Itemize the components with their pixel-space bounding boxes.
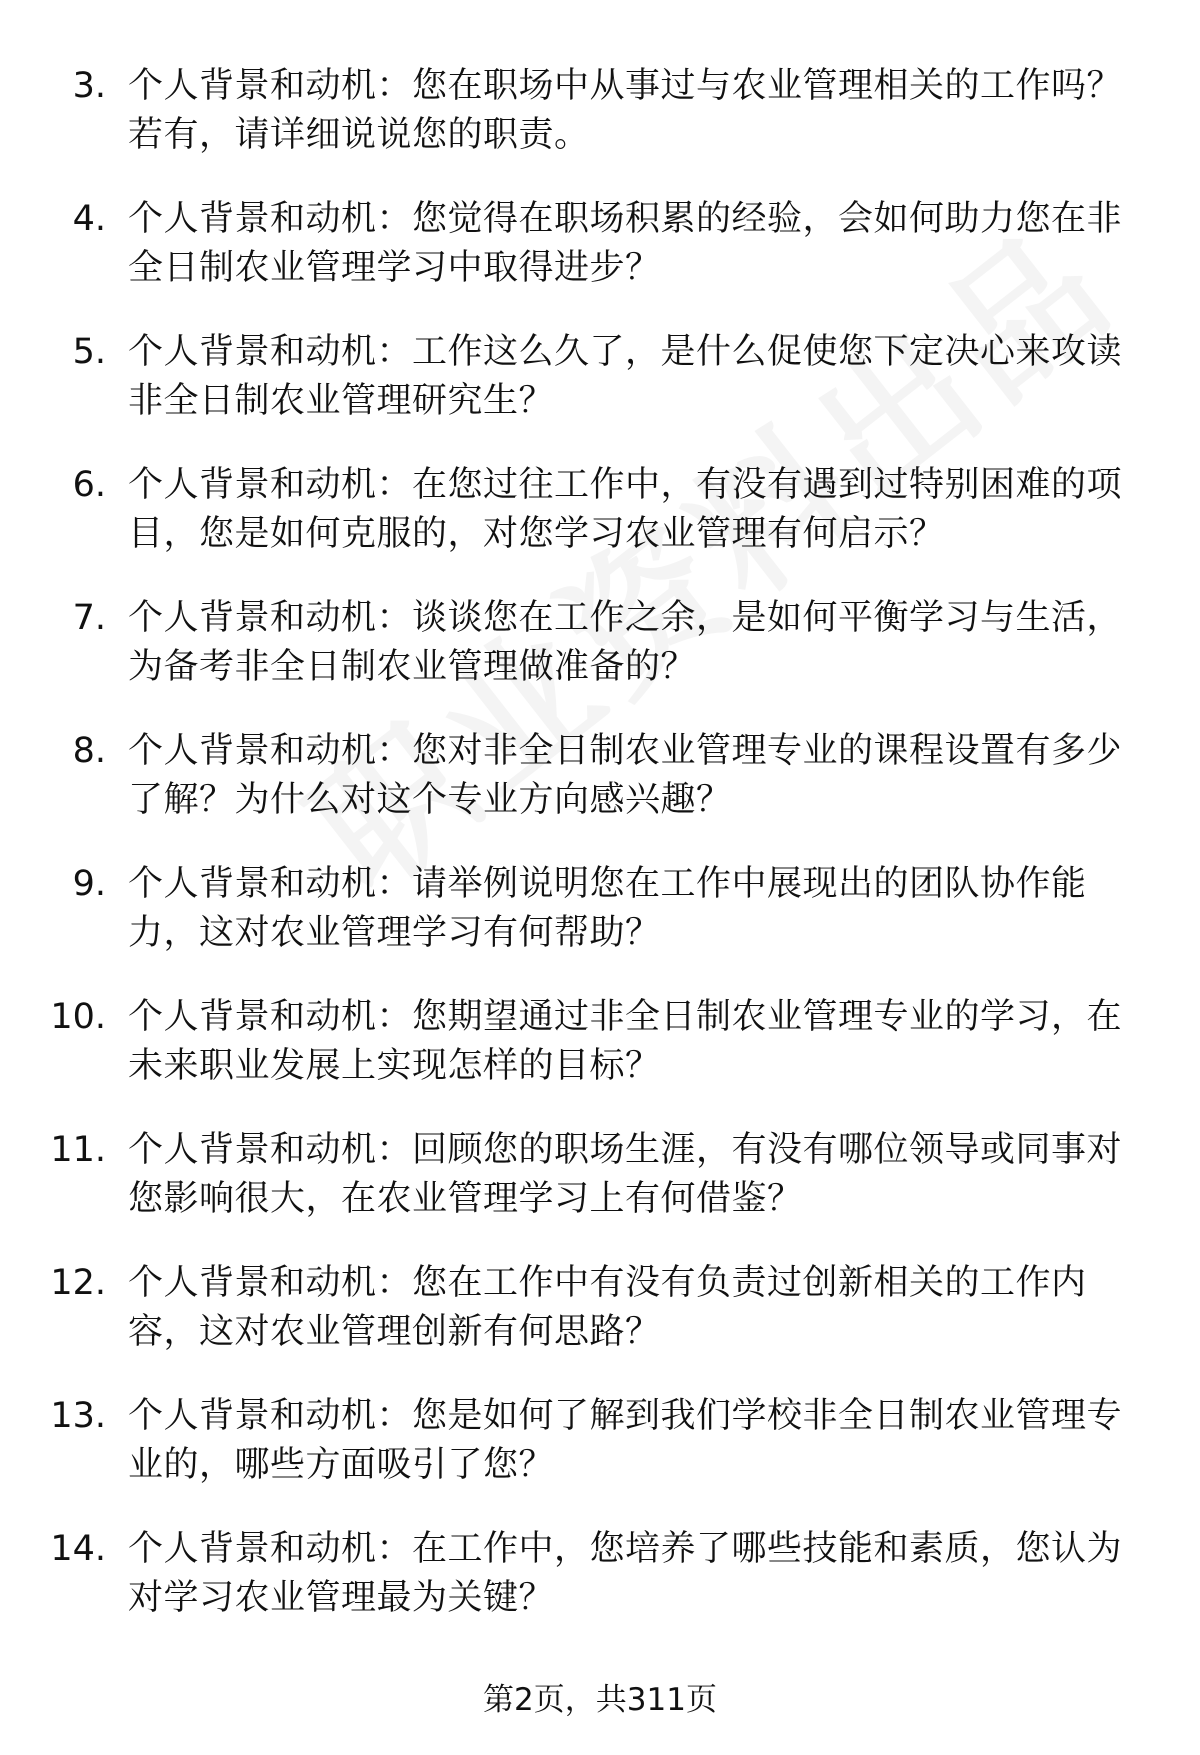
- question-text: 个人背景和动机：您觉得在职场积累的经验，会如何助力您在非全日制农业管理学习中取得进步？: [128, 199, 1123, 288]
- question-item: [0, 461, 1200, 594]
- question-number: 6.: [72, 465, 106, 505]
- question-number: 5.: [72, 332, 106, 372]
- question-list: [0, 62, 1200, 1658]
- question-item: [0, 328, 1200, 461]
- question-text: 个人背景和动机：回顾您的职场生涯，有没有哪位领导或同事对您影响很大，在农业管理学习上有何借鉴？: [128, 1130, 1123, 1219]
- question-text: 个人背景和动机：您期望通过非全日制农业管理专业的学习，在未来职业发展上实现怎样的目标？: [128, 997, 1123, 1086]
- question-item: [0, 195, 1200, 328]
- question-number: 12.: [50, 1263, 106, 1303]
- question-number: 9.: [72, 864, 106, 904]
- question-number: 10.: [50, 997, 106, 1037]
- question-item: [0, 1259, 1200, 1392]
- question-number: 3.: [72, 66, 106, 106]
- question-item: [0, 1126, 1200, 1259]
- question-number: 8.: [72, 731, 106, 771]
- question-text: 个人背景和动机：您对非全日制农业管理专业的课程设置有多少了解？为什么对这个专业方向感兴趣？: [128, 731, 1123, 820]
- page-footer: [0, 1680, 1200, 1720]
- question-text: 个人背景和动机：请举例说明您在工作中展现出的团队协作能力，这对农业管理学习有何帮助？: [128, 864, 1087, 953]
- question-item: [0, 727, 1200, 860]
- question-number: 14.: [50, 1529, 106, 1569]
- question-number: 4.: [72, 199, 106, 239]
- question-item: [0, 62, 1200, 195]
- question-text: 个人背景和动机：在工作中，您培养了哪些技能和素质，您认为对学习农业管理最为关键？: [128, 1529, 1123, 1618]
- question-item: [0, 594, 1200, 727]
- question-item: [0, 993, 1200, 1126]
- question-number: 11.: [50, 1130, 106, 1170]
- question-number: 13.: [50, 1396, 106, 1436]
- question-item: [0, 860, 1200, 993]
- page-number-label: 第2页，共311页: [483, 1682, 717, 1718]
- question-number: 7.: [72, 598, 106, 638]
- question-text: 个人背景和动机：您在职场中从事过与农业管理相关的工作吗？若有，请详细说说您的职责。: [128, 66, 1123, 155]
- question-item: [0, 1392, 1200, 1525]
- question-text: 个人背景和动机：在您过往工作中，有没有遇到过特别困难的项目，您是如何克服的，对您学习农业管理有何启示？: [128, 465, 1123, 554]
- question-text: 个人背景和动机：您在工作中有没有负责过创新相关的工作内容，这对农业管理创新有何思路？: [128, 1263, 1087, 1352]
- question-item: [0, 1525, 1200, 1658]
- question-text: 个人背景和动机：工作这么久了，是什么促使您下定决心来攻读非全日制农业管理研究生？: [128, 332, 1123, 421]
- question-text: 个人背景和动机：谈谈您在工作之余，是如何平衡学习与生活，为备考非全日制农业管理做准备的？: [128, 598, 1123, 687]
- question-text: 个人背景和动机：您是如何了解到我们学校非全日制农业管理专业的，哪些方面吸引了您？: [128, 1396, 1123, 1485]
